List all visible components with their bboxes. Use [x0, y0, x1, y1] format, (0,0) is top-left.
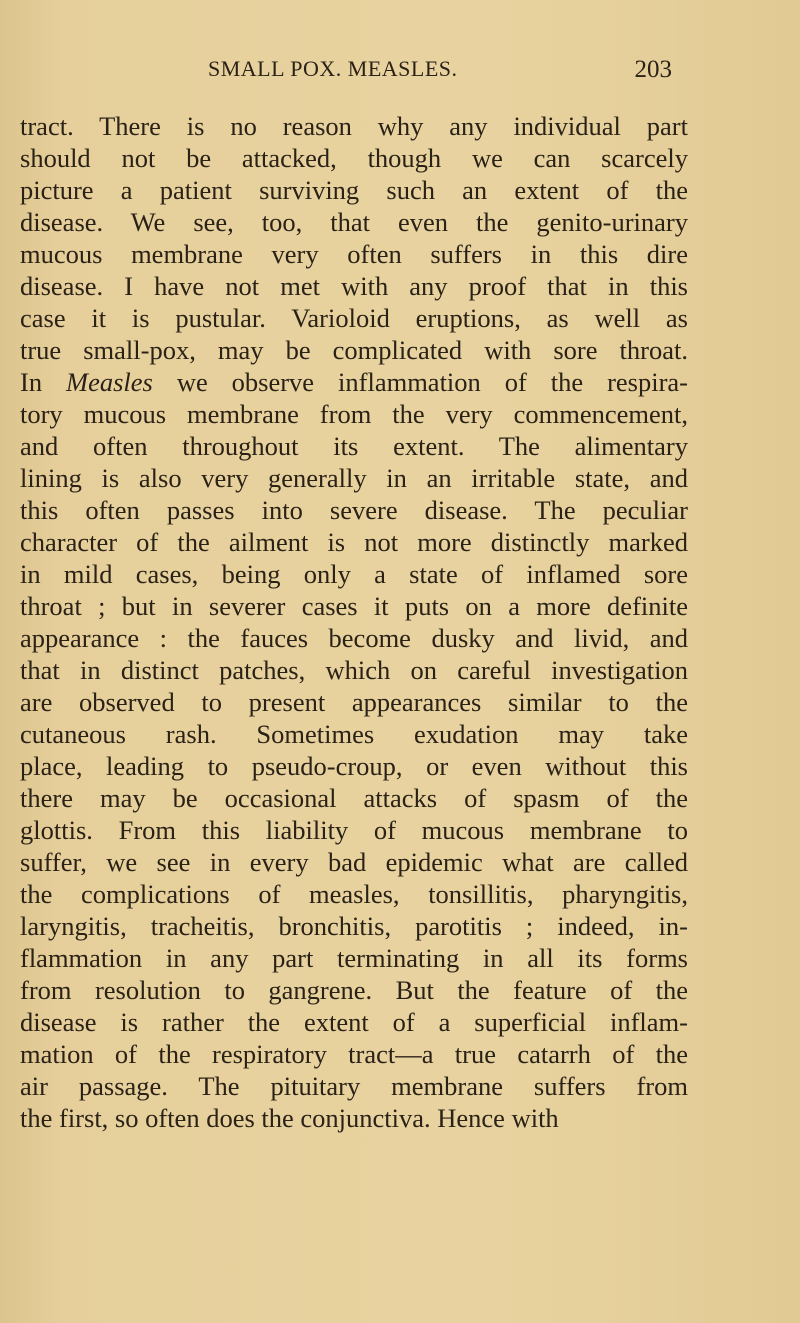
italic-term: Measles: [66, 367, 153, 397]
text-line: throat ; but in severer cases it puts on a more definite: [20, 591, 688, 621]
text-line: disease is rather the extent of a superficial inflam-: [20, 1007, 688, 1037]
text-line: that in distinct patches, which on careful investigation: [20, 655, 688, 685]
page-number: 203: [634, 56, 672, 83]
text-line: the first, so often does the conjunctiva. Hence with: [20, 1103, 559, 1133]
text-line: tory mucous membrane from the very commencement,: [20, 399, 688, 429]
text-line: glottis. From this liability of mucous membrane to: [20, 815, 688, 845]
running-head: SMALL POX. MEASLES.: [208, 56, 458, 81]
text-line: tract. There is no reason why any individual part: [20, 111, 688, 141]
text-line: should not be attacked, though we can scarcely: [20, 143, 688, 173]
text-line: place, leading to pseudo-croup, or even without this: [20, 751, 688, 781]
page-header: [0, 56, 690, 86]
text-line: appearance : the fauces become dusky and livid, and: [20, 623, 688, 653]
text-line: cutaneous rash. Sometimes exudation may take: [20, 719, 688, 749]
text-line: disease. We see, too, that even the genito-urinary: [20, 207, 688, 237]
text-line: in mild cases, being only a state of inflamed sore: [20, 559, 688, 589]
text-line: are observed to present appearances similar to the: [20, 687, 688, 717]
text-line: disease. I have not met with any proof that in this: [20, 271, 688, 301]
text-line: true small-pox, may be complicated with sore throat.: [20, 335, 688, 365]
text-line: suffer, we see in every bad epidemic what are called: [20, 847, 688, 877]
text-line: air passage. The pituitary membrane suffers from: [20, 1071, 688, 1101]
text-line: mation of the respiratory tract—a true catarrh of the: [20, 1039, 688, 1069]
body-text: [20, 110, 688, 1134]
text-line: picture a patient surviving such an extent of the: [20, 175, 688, 205]
text-line: from resolution to gangrene. But the feature of the: [20, 975, 688, 1005]
text-line: lining is also very generally in an irritable state, and: [20, 463, 688, 493]
text-line: there may be occasional attacks of spasm of the: [20, 783, 688, 813]
text-line: the complications of measles, tonsillitis, pharyngitis,: [20, 879, 688, 909]
text-line: case it is pustular. Varioloid eruptions, as well as: [20, 303, 688, 333]
text-line: character of the ailment is not more distinctly marked: [20, 527, 688, 557]
text-line: mucous membrane very often suffers in this dire: [20, 239, 688, 269]
text-line: laryngitis, tracheitis, bronchitis, parotitis ; indeed, in-: [20, 911, 688, 941]
text-line: this often passes into severe disease. The peculiar: [20, 495, 688, 525]
text-line: In Measles we observe inflammation of the respira-: [20, 367, 688, 397]
text-line: and often throughout its extent. The alimentary: [20, 431, 688, 461]
text-line: flammation in any part terminating in all its forms: [20, 943, 688, 973]
